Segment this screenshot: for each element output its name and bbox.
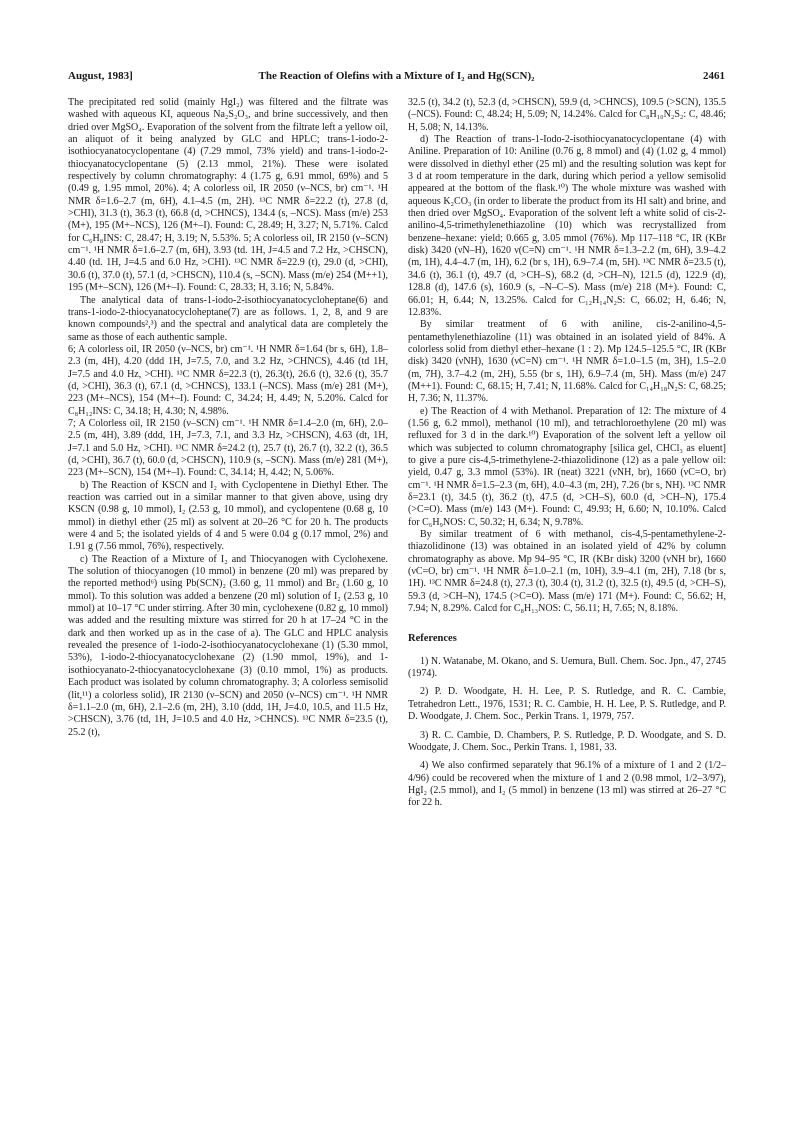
reference-item: 3) R. C. Cambie, D. Chambers, P. S. Rutledge, P. D. Woodgate, and S. D. Woodgate, J. Chem. Soc., Perkin Trans. 1, 1981, 33. bbox=[408, 729, 726, 753]
paragraph: By similar treatment of 6 with methanol, cis-4,5-pentamethylene-2-thiazolidinone (13) was obtained in an isolated yield of 42% by column chromatography as above. Mp 94–95 °C, IR (KBr disk) 3200 (νNH br), 1660 (νC=O, br) cm⁻¹. ¹H NMR δ=1.0–2.1 (m, 10H), 3.9–4.1 (m, 2H), 7.18 (br s, 1H). ¹³C NMR δ=24.8 (t), 27.3 (t), 30.4 (t), 31.2 (t), 32.5 (t), 49.5 (d, >CH–S), 59.3 (d, >CH–N), 174.5 (>C=O). Mass (m/e) 171 (M+). Found: C, 56.62; H, 7.94; N, 8.29%. Calcd for C₈H₁₃NOS: C, 56.11; H, 7.65; N, 8.18%. bbox=[408, 529, 726, 615]
page-number: 2461 bbox=[703, 70, 725, 82]
running-header bbox=[68, 70, 725, 86]
header-date: August, 1983] bbox=[68, 70, 133, 82]
paragraph: 32.5 (t), 34.2 (t), 52.3 (d, >CHSCN), 59.9 (d, >CHNCS), 109.5 (>SCN), 135.5 (–NCS). Found: C, 48.24; H, 5.09; N, 14.24%. Calcd for C₈H₁₀N₂S₂: C, 48.46; H, 5.08; N, 14.13%. bbox=[408, 97, 726, 133]
paragraph: The analytical data of trans-1-iodo-2-isothiocyanatocycloheptane(6) and trans-1-iodo-2-thiocyanatocycloheptane(7) are as follows. 1, 2, 8, and 9 are known compounds²,³) and the spectral and analytical data are completely the same as those of each authentic sample. bbox=[68, 294, 388, 343]
section-paragraph: e) The Reaction of 4 with Methanol. Preparation of 12: The mixture of 4 (1.56 g, 6.2 mmol), methanol (10 ml), and tetrachloroethylene (20 ml) was refluxed for 3 d in the dark.¹⁰) Evaporation of the solvent left a yellow oil which was subjected to column chromatography [silica gel, CHCl₃ as eluent] to give a pure cis-4,5-trimethylene-2-thiazolidinone (12) as a pale yellow oil: yield, 0.47 g, 3.3 mmol (53%). IR (neat) 3221 (νNH, br), 1660 (νC=O, br) cm⁻¹. ¹H NMR δ=1.5–2.3 (m, 6H), 4.0–4.3 (m, 2H), 7.26 (br s, NH). ¹³C NMR δ=23.1 (t), 34.5 (t), 36.2 (t), 47.5 (d, >CH–S), 60.0 (d, >CH–N), 175.4 (>C=O). Mass (m/e) 143 (M+). Found: C, 49.93; H, 6.60; N, 10.10%. Calcd for C₆H₉NOS: C, 50.32; H, 6.34; N, 9.78%. bbox=[408, 405, 726, 528]
paragraph: The precipitated red solid (mainly HgI₂) was filtered and the filtrate was washed with aqueous KI, aqueous Na₂S₂O₃, and brine successively, and then dried over MgSO₄. Evaporation of the solvent from the filtrate left a yellow oil, an aliquot of it being analyzed by GLC and HPLC; trans-1-iodo-2-isothiocyanatocyclopentane (4) (7.29 mmol, 73% yield) and trans-1-iodo-2-thiocyanatocyclopentane (5) (2.13 mmol, 21%). These were isolated respectively by column chromatography: 4 (1.75 g, 6.91 mmol, 69%) and 5 (0.49 g, 1.95 mmol, 20%). 4; A colorless oil, IR 2050 (ν–NCS, br) cm⁻¹. ¹H NMR δ=1.6–2.7 (m, 6H), 4.1–4.5 (m, 2H). ¹³C NMR δ=22.2 (t), 27.8 (d, >CHI), 31.3 (t), 36.3 (t), 66.8 (d, >CHNCS), 134.4 (s, –NCS). Mass (m/e) 253 (M+), 195 (M+–NCS), 126 (M+–I). Found: C, 28.49; H, 3.27; N, 5.71%. Calcd for C₆H₈INS: C, 28.47; H, 3.19; N, 5.53%. 5; A colorless oil, IR 2150 (ν–SCN) cm⁻¹. ¹H NMR δ=1.6–2.7 (m, 6H), 3.93 (td. 1H, J=4.5 and 7.2 Hz, >CHSCN), 4.40 (td. 1H, J=4.5 and 6.0 Hz, >CHI). ¹³C NMR δ=22.9 (t), 29.0 (d, >CHI), 30.6 (t), 37.0 (t), 57.1 (d, >CHSCN), 110.4 (s, –SCN). Mass (m/e) 254 (M++1), 195 (M+–SCN), 126 (M+–I). Found: C, 28.33; H, 3.16; N, 5.84%. bbox=[68, 97, 388, 294]
reference-item: 2) P. D. Woodgate, H. H. Lee, P. S. Rutledge, and R. C. Cambie, Tetrahedron Lett., 1976, 1531; R. C. Cambie, H. H. Lee, P. S. Rutledge, and P. D. Woodgate, J. Chem. Soc., Perkin Trans. 1, 1979, 757. bbox=[408, 686, 726, 723]
header-title: The Reaction of Olefins with a Mixture of I₂ and Hg(SCN)₂ bbox=[258, 70, 535, 82]
right-column bbox=[408, 97, 726, 816]
left-column bbox=[68, 97, 388, 739]
section-paragraph: b) The Reaction of KSCN and I₂ with Cyclopentene in Diethyl Ether. The reaction was carried out in a similar manner to that given above, using dry KSCN (0.98 g, 10 mmol), I₂ (2.53 g, 10 mmol), and cyclopentene (0.68 g, 10 mmol) in diethyl ether (25 ml) as solvent at 20–26 °C for 20 h. The products were 4 and 5; the isolated yields of 4 and 5 were 0.04 g (0.17 mmol, 2%) and 1.91 g (7.56 mmol, 76%), respectively. bbox=[68, 479, 388, 553]
section-paragraph: c) The Reaction of a Mixture of I₂ and Thiocyanogen with Cyclohexene. The solution of thiocyanogen (10 mmol) in benzene (20 ml) was prepared by the reported method⁶) using Pb(SCN)₂ (3.60 g, 11 mmol) and Br₂ (1.60 g, 10 mmol). To this solution was added a benzene (20 ml) solution of I₂ (2.53 g, 10 mmol) at 10–17 °C under stirring. After 30 min, cyclohexene (0.82 g, 10 mmol) was added and the resulting mixture was stirred for 20 h at 17–24 °C in the dark and then worked up as in the case of a). The GLC and HPLC analysis revealed the presence of 1-iodo-2-isothiocyanatocyclohexane (1) (5.30 mmol, 53%), 1-iodo-2-thiocyanatocyclohexane (2) (1.90 mmol, 19%), and 1-isothiocyanato-2-thiocyanatocyclohexane (3) (0.10 mmol, 1%) as products. Each product was isolated by column chromatography. 3; A colorless semisolid (lit,¹¹) a colorless solid), IR 2130 (ν–SCN) and 2050 (ν–NCS) cm⁻¹. ¹H NMR δ=1.1–2.0 (m, 6H), 2.1–2.6 (m, 2H), 3.10 (ddd, 1H, J=4.0, 10.5, and 11.5 Hz, >CHSCN), 3.76 (td, 1H, J=10.5 and 4.0 Hz, >CHNCS). ¹³C NMR δ=23.5 (t), 25.2 (t), bbox=[68, 553, 388, 738]
reference-item: 1) N. Watanabe, M. Okano, and S. Uemura, Bull. Chem. Soc. Jpn., 47, 2745 (1974). bbox=[408, 655, 726, 680]
paragraph: 7; A Colorless oil, IR 2150 (ν–SCN) cm⁻¹. ¹H NMR δ=1.4–2.0 (m, 6H), 2.0–2.5 (m, 4H), 3.89 (ddd, 1H, J=7.3, 7.1, and 3.3 Hz, >CHSCN), 4.63 (dt, 1H, J=7.1 and 5.0 Hz, >CHI). ¹³C NMR δ=24.2 (t), 25.7 (t), 26.7 (t), 32.2 (t), 36.5 (d, >CHI), 36.7 (t), 60.0 (d, >CHSCN), 110.9 (s, –SCN). Mass (m/e) 281 (M+), 223 (M+–SCN), 154 (M+–I). Found: C, 34.14; H, 4.42; N, 5.06%. bbox=[68, 417, 388, 479]
paragraph: 6; A colorless oil, IR 2050 (ν–NCS, br) cm⁻¹. ¹H NMR δ=1.64 (br s, 6H), 1.8–2.3 (m, 4H), 4.20 (ddd 1H, J=7.5, 7.0, and 3.2 Hz, >CHNCS), 4.46 (td 1H, J=7.5 and 4.0 Hz, >CHI). ¹³C NMR δ=22.3 (t), 26.3(t), 26.6 (t), 32.6 (t), 35.7 (d, >CHI), 36.3 (t), 67.1 (d, >CHNCS), 133.1 (–NCS). Mass (m/e) 281 (M+), 223 (M+–NCS), 154 (M+–I). Found: C, 34.24; H, 4.49; N, 5.20%. Calcd for C₈H₁₂INS: C, 34.18; H, 4.30; N, 4.98%. bbox=[68, 343, 388, 417]
section-paragraph: d) The Reaction of trans-1-Iodo-2-isothiocyanatocyclopentane (4) with Aniline. Preparation of 10: Aniline (0.76 g, 8 mmol) and (4) (1.02 g, 4 mmol) were dissolved in diethyl ether (25 ml) and the resulting solution was kept for 3 d at room temperature in the dark, during which period a yellow semisolid appeared at the bottom of the flask.¹⁰) The whole mixture was washed with aqueous K₂CO₃ (in order to liberate the product from its HI salt) and brine, and then dried over MgSO₄. Evaporation of the solvent left a white solid of cis-2-anilino-4,5-trimethylenethiazoline (10) which was recrystallized from benzene–hexane: yield; 0.665 g, 3.05 mmol (76%). Mp 117–118 °C, IR (KBr disk) 3420 (νN–H), 1620 ν(C=N) cm⁻¹. ¹H NMR δ=1.3–2.2 (m, 6H), 3.9–4.2 (m, 1H), 4.4–4.7 (m, 1H), 6.2 (br s, 1H), 6.9–7.4 (m, 5H). ¹³C NMR δ=23.5 (t), 34.6 (t), 36.1 (t), 49.7 (d, >CH–S), 68.2 (d, >CH–N), 121.5 (d), 122.9 (d), 128.8 (d), 147.6 (s), 160.9 (s, –N–C–S). Mass (m/e) 218 (M+). Found: C, 66.01; H, 6.44; N, 13.25%. Calcd for C₁₂H₁₄N₂S: C, 66.02; H, 6.46; N, 12.83%. bbox=[408, 134, 726, 318]
paragraph: By similar treatment of 6 with aniline, cis-2-anilino-4,5-pentamethylenethiazoline (11) was obtained in an isolated yield of 84%. A colorless solid from diethyl ether–hexane (1 : 2). Mp 124.5–125.5 °C, IR (KBr disk) 3420 (νNH), 1630 (νC=N) cm⁻¹. ¹H NMR δ=1.0–1.5 (m, 3H), 1.5–2.0 (m, 7H), 3.7–4.2 (m, 2H), 5.55 (br s, 1H), 6.9–7.4 (m, 5H). Mass (m/e) 247 (M++1). Found: C, 68.15; H, 7.41; N, 11.68%. Calcd for C₁₄H₁₈N₂S: C, 68.25; H, 7.36; N, 11.37%. bbox=[408, 319, 726, 405]
references-heading: References bbox=[408, 633, 457, 645]
reference-item: 4) We also confirmed separately that 96.1% of a mixture of 1 and 2 (1/2–4/96) could be recovered when the mixture of 1 and 2 (0.98 mmol, 1/2–3/97), HgI₂ (2.5 mmol), and I₂ (5 mmol) in benzene (13 ml) was stirred at 26–27 °C for 22 h. bbox=[408, 760, 726, 809]
